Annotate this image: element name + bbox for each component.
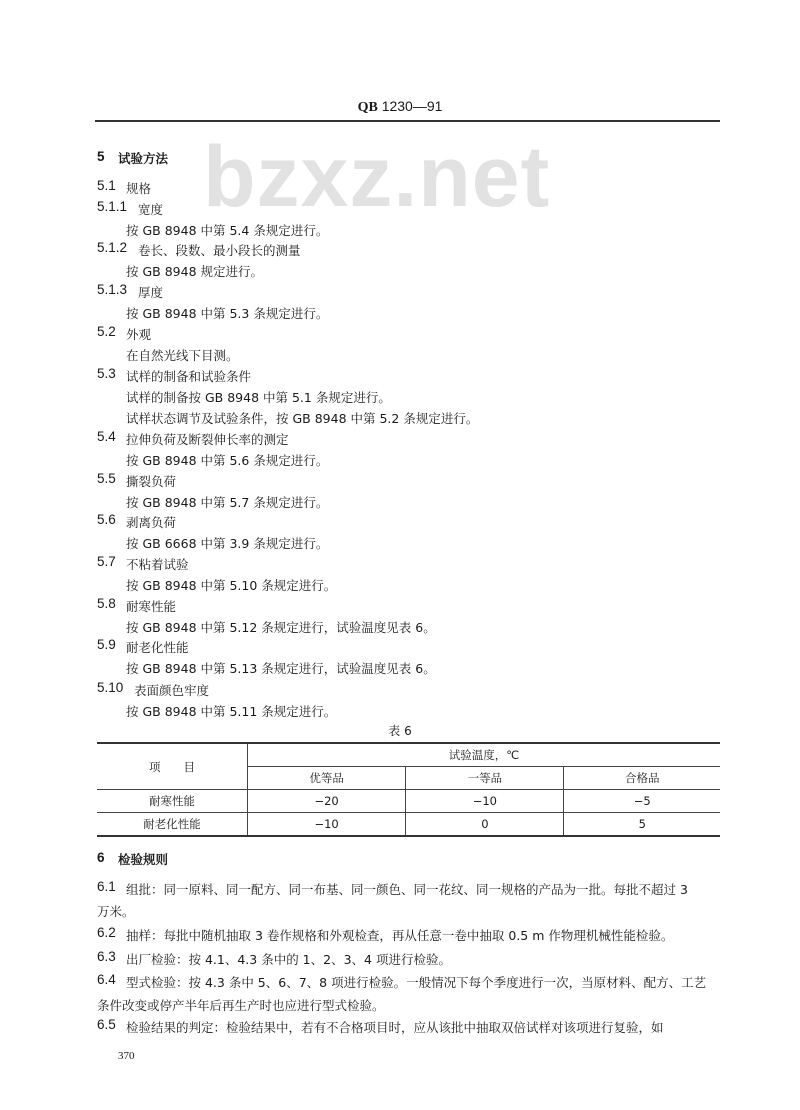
clause-text: 按 GB 6668 中第 3.9 条规定进行。 — [126, 536, 329, 551]
clause-number: 6.2 — [97, 925, 116, 940]
clause-heading: 组批：同一原料、同一配方、同一布基、同一颜色、同一花纹、同一规格的产品为一批。每批不超过 3 — [126, 882, 688, 897]
clause-text: 试样的制备按 GB 8948 中第 5.1 条规定进行。 — [126, 390, 391, 405]
table-caption: 表 6 — [388, 724, 412, 738]
clause-heading: 剥离负荷 — [126, 515, 177, 530]
section-6-number: 6 — [97, 850, 105, 865]
clause-heading: 抽样：每批中随机抽取 3 卷作规格和外观检查，再从任意一卷中抽取 0.5 m 作物理机械性能检验。 — [126, 928, 674, 943]
clause-heading: 不粘着试验 — [126, 557, 189, 572]
cell: −10 — [248, 813, 406, 837]
cell: 0 — [406, 813, 564, 837]
table-row — [97, 813, 720, 837]
cell: −10 — [406, 790, 564, 813]
clause-number: 5.7 — [97, 554, 116, 569]
clause-heading: 试样的制备和试验条件 — [126, 369, 252, 384]
clause-number: 5.8 — [97, 596, 116, 611]
column-header: 合格品 — [564, 767, 720, 790]
cell: 5 — [564, 813, 720, 837]
clause-number: 5.6 — [97, 512, 116, 527]
clause-number: 5.2 — [97, 324, 116, 339]
clause-heading: 表面颜色牢度 — [134, 683, 210, 698]
clause-number: 5.1.2 — [97, 240, 128, 255]
item-header: 项 目 — [97, 743, 248, 790]
clause-number: 6.4 — [97, 972, 116, 987]
section-5-number: 5 — [97, 149, 105, 164]
clause-text: 按 GB 8948 中第 5.12 条规定进行，试验温度见表 6。 — [126, 620, 436, 635]
clause-number: 5.1 — [97, 178, 116, 193]
clause-text: 按 GB 8948 中第 5.7 条规定进行。 — [126, 495, 329, 510]
cell: −5 — [564, 790, 720, 813]
page-number: 370 — [118, 1050, 135, 1062]
section-6-title: 检验规则 — [118, 852, 169, 867]
row-name: 耐寒性能 — [97, 790, 248, 813]
clause-heading: 撕裂负荷 — [126, 474, 177, 489]
clause-heading: 厚度 — [138, 285, 164, 300]
clause-text: 试样状态调节及试验条件，按 GB 8948 中第 5.2 条规定进行。 — [126, 411, 479, 426]
clause-heading: 耐寒性能 — [126, 599, 177, 614]
clause-heading: 检验结果的判定：检验结果中，若有不合格项目时，应从该批中抽取双倍试样对该项进行复验，如 — [126, 1020, 664, 1035]
clause-heading: 宽度 — [138, 202, 164, 217]
clause-heading: 规格 — [126, 181, 152, 196]
clause-number: 5.1.1 — [97, 199, 128, 214]
clause-number: 5.5 — [97, 471, 116, 486]
clause-number: 5.10 — [97, 680, 124, 695]
clause-heading: 出厂检验：按 4.1、4.3 条中的 1、2、3、4 项进行检验。 — [126, 952, 451, 967]
row-name: 耐老化性能 — [97, 813, 248, 837]
clause-text: 在自然光线下目测。 — [126, 348, 239, 363]
table-6 — [97, 742, 720, 837]
clause-text: 按 GB 8948 中第 5.6 条规定进行。 — [126, 453, 329, 468]
clause-heading: 卷长、段数、最小段长的测量 — [138, 243, 301, 258]
table-row — [97, 790, 720, 813]
clause-heading: 型式检验：按 4.3 条中 5、6、7、8 项进行检验。一般情况下每个季度进行一次，当原材料、配方、工艺 — [126, 975, 707, 990]
clause-number: 5.1.3 — [97, 282, 128, 297]
standard-number: 1230—91 — [381, 98, 443, 114]
clause-text: 条件改变或停产半年后再生产时也应进行型式检验。 — [97, 998, 385, 1013]
clause-number: 5.9 — [97, 637, 116, 652]
clause-text: 按 GB 8948 中第 5.10 条规定进行。 — [126, 578, 337, 593]
clause-text: 万米。 — [97, 904, 135, 919]
clause-number: 6.5 — [97, 1017, 116, 1032]
clause-text: 按 GB 8948 中第 5.13 条规定进行，试验温度见表 6。 — [126, 661, 436, 676]
header-rule — [95, 120, 720, 122]
clause-heading: 外观 — [126, 327, 152, 342]
clause-number: 6.3 — [97, 949, 116, 964]
clause-heading: 耐老化性能 — [126, 640, 189, 655]
clause-text: 按 GB 8948 中第 5.3 条规定进行。 — [126, 306, 329, 321]
cell: −20 — [248, 790, 406, 813]
standard-code: QB — [357, 100, 378, 115]
watermark: bzxz.net — [203, 129, 551, 225]
column-header: 优等品 — [248, 767, 406, 790]
clause-number: 6.1 — [97, 879, 116, 894]
clause-text: 按 GB 8948 规定进行。 — [126, 264, 263, 279]
clause-text: 按 GB 8948 中第 5.4 条规定进行。 — [126, 223, 329, 238]
group-header: 试验温度，℃ — [248, 743, 721, 767]
clause-number: 5.4 — [97, 429, 116, 444]
column-header: 一等品 — [406, 767, 564, 790]
clause-text: 按 GB 8948 中第 5.11 条规定进行。 — [126, 704, 337, 719]
clause-number: 5.3 — [97, 366, 116, 381]
section-5-title: 试验方法 — [118, 151, 169, 166]
clause-heading: 拉伸负荷及断裂伸长率的测定 — [126, 432, 289, 447]
running-header — [0, 98, 800, 116]
